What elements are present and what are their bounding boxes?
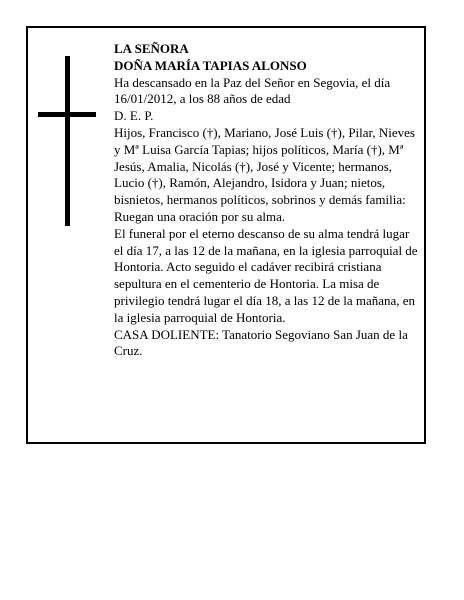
death-info: Ha descansado en la Paz del Señor en Segovia, el día 16/01/2012, a los 88 años de edad [114,74,391,107]
funeral-details: El funeral por el eterno descanso de su alma tendrá lugar el día 17, a las 12 de la mañana, en la iglesia parroquial de Hontoria. Acto seguido el cadáver recibirá cristiana sepultura en el cementerio de Hontoria. La misa de privilegio tendrá lugar el día 18, a las 12 de la mañana, en la iglesia parroquial de Hontoria. [114,225,418,325]
mourning-house: CASA DOLIENTE: Tanatorio Segoviano San Juan de la Cruz. [114,326,408,359]
notice-title: LA SEÑORA [114,41,189,56]
latin-cross-icon [38,56,96,226]
deceased-name: DOÑA MARÍA TAPIAS ALONSO [114,57,307,73]
obituary-notice [26,26,426,444]
cross-horizontal-bar [38,112,96,117]
prayer-request: Ruegan una oración por su alma. [114,208,286,224]
notice-text [114,41,420,360]
cross-vertical-bar [65,56,70,226]
family-list: Hijos, Francisco (†), Mariano, José Luis (†), Pilar, Nieves y Mª Luisa García Tapias; hijos políticos, María (†), Mª Jesús, Amalia, Nicolás (†), José y Vicente; hermanos, Lucio (†), Ramón, Alejandro, Isidora y Juan; nietos, bisnietos, hermanos políticos, sobrinos y demás familia: [114,124,415,208]
dep-line: D. E. P. [114,108,154,124]
